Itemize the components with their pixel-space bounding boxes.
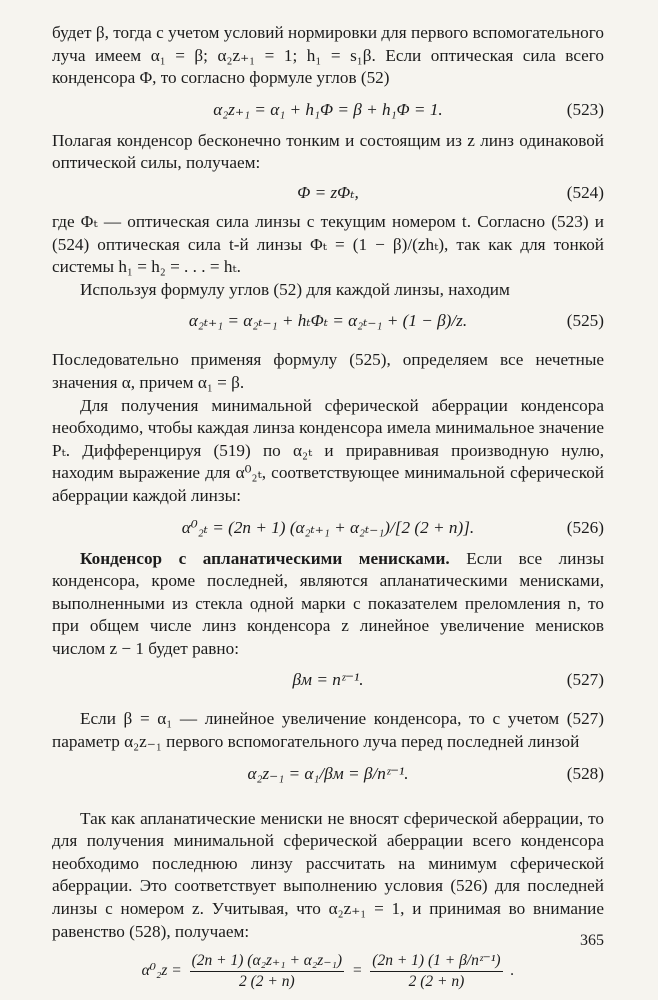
paragraph-8: Если β = α₁ — линейное увеличение конденсора, то с учетом (527) параметр α₂z₋₁ первого вспомогательного луча перед последней линзой — [52, 709, 604, 752]
formula-524-expression: Φ = zΦₜ, — [297, 182, 359, 202]
formula-527 — [52, 660, 604, 700]
final-fraction-1-denominator: 2 (2 + n) — [239, 973, 295, 991]
paragraph-3: где Φₜ — оптическая сила линзы с текущим номером t. Согласно (523) и (524) оптическая сила t-й линзы Φₜ = (1 − β)/(zhₜ), так как для тонкой системы h₁ = h₂ = . . . = hₜ. — [52, 211, 604, 277]
paragraph-5: Последовательно применяя формулу (525), определяем все нечетные значения α, причем α₁ = β. — [52, 350, 604, 392]
formula-527-number: (527) — [566, 670, 604, 690]
formula-527-expression: βм = nᶻ⁻¹. — [292, 670, 364, 690]
paragraph-9: Так как апланатические мениски не вносят сферической аберрации, то для получения минимальной сферической аберрации всего конденсора необходимо последнюю линзу рассчитать на минимум сферической аберрации. Это соответствует выполнению условия (526) для последней линзы с номером z. Учитывая, что α₂z₊₁ = 1, и принимая во внимание равенство (528), получаем: — [52, 808, 604, 941]
final-formula-lhs: α⁰₂z = — [141, 962, 182, 980]
formula-525 — [52, 301, 604, 341]
formula-526-number: (526) — [566, 517, 604, 537]
final-formula-equals: = — [351, 962, 363, 980]
formula-523 — [52, 90, 604, 130]
formula-523-expression: α₂z₊₁ = α₁ + h₁Φ = β + h₁Φ = 1. — [213, 99, 443, 119]
paragraph-1: будет β, тогда с учетом условий нормировки для первого вспомогательного луча имеем α₁ = β; α₂z₊₁ = 1; h₁ = s₁β. Если оптическая сила всего конденсора Φ, то согласно формуле углов (52) — [52, 23, 604, 88]
final-formula — [52, 951, 604, 997]
formula-528 — [52, 754, 604, 794]
formula-525-number: (525) — [566, 311, 604, 331]
final-fraction-2-numerator: (2n + 1) (1 + β/nᶻ⁻¹) — [370, 951, 502, 972]
formula-523-number: (523) — [566, 99, 604, 119]
formula-524-number: (524) — [566, 182, 604, 202]
final-fraction-1 — [190, 951, 344, 992]
formula-528-expression: α₂z₋₁ = α₁/βм = β/nᶻ⁻¹. — [247, 763, 409, 783]
paragraph-7-text: Если все линзы конденсора, кроме последней, являются апланатическими менисками, выполненными из стекла одной марки с показателем преломления n, то при общем числе линз конденсора z линейное увеличение менисков числом z − 1 будет равно: — [52, 548, 604, 658]
final-formula-period: . — [510, 962, 515, 980]
final-fraction-1-numerator: (2n + 1) (α₂z₊₁ + α₂z₋₁) — [190, 951, 344, 972]
formula-525-expression: α₂ₜ₊₁ = α₂ₜ₋₁ + hₜΦₜ = α₂ₜ₋₁ + (1 − β)/z. — [188, 311, 468, 331]
final-fraction-2 — [370, 951, 502, 992]
paragraph-7 — [52, 548, 604, 661]
paragraph-6: Для получения минимальной сферической аберрации конденсора необходимо, чтобы каждая линза конденсора имела минимальное значение Pₜ. Дифференцируя (519) по α₂ₜ и приравнивая производную нулю, находим выражение для α⁰₂ₜ, соответствующее минимальной сферической аберрации каждой линзы: — [52, 395, 604, 505]
paragraph-4: Используя формулу углов (52) для каждой линзы, находим — [80, 279, 510, 299]
formula-526 — [52, 508, 604, 548]
formula-524 — [52, 175, 604, 211]
formula-526-expression: α⁰₂ₜ = (2n + 1) (α₂ₜ₊₁ + α₂ₜ₋₁)/[2 (2 + n)]. — [181, 517, 475, 537]
final-fraction-2-denominator: 2 (2 + n) — [408, 973, 465, 991]
page-number: 365 — [580, 932, 604, 949]
paragraph-2: Полагая конденсор бесконечно тонким и состоящим из z линз одинаковой оптической силы, получаем: — [52, 130, 604, 173]
page-body — [52, 22, 604, 997]
section-heading: Конденсор с апланатическими менисками. — [80, 548, 450, 568]
formula-528-number: (528) — [566, 763, 604, 783]
